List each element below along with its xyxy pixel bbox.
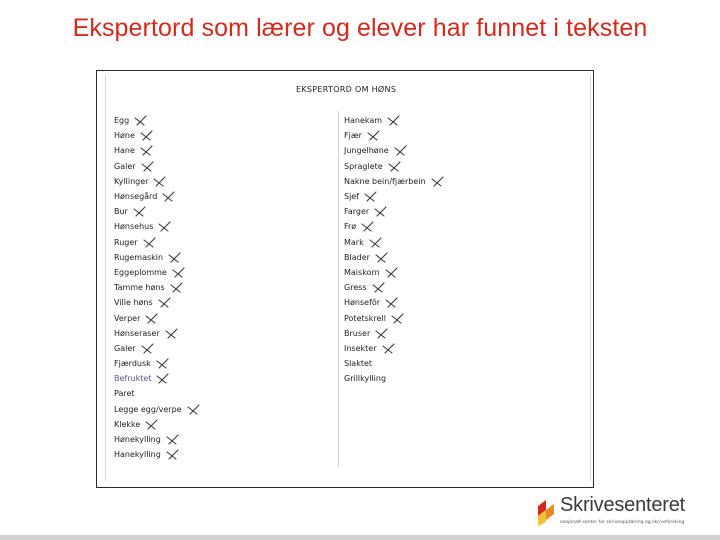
word-list-item bbox=[114, 371, 344, 386]
word-label: Ville høns bbox=[114, 298, 153, 308]
word-label: Egg bbox=[114, 116, 130, 126]
word-label: Kyllinger bbox=[114, 176, 149, 186]
scanned-word-list bbox=[96, 70, 594, 488]
word-list-item bbox=[114, 417, 344, 432]
word-list-item bbox=[344, 143, 574, 158]
word-label: Hønsegård bbox=[114, 192, 158, 202]
check-cross-icon bbox=[371, 282, 385, 293]
document-heading: EKSPERTORD OM HØNS bbox=[296, 85, 397, 94]
check-cross-icon bbox=[161, 191, 175, 202]
word-list-item bbox=[114, 204, 344, 219]
word-list-item bbox=[344, 371, 574, 386]
word-label: Høne bbox=[114, 131, 135, 141]
word-label: Slaktet bbox=[344, 359, 373, 369]
word-list-item bbox=[114, 265, 344, 280]
word-list-item bbox=[344, 204, 574, 219]
word-label: Hønsehus bbox=[114, 222, 154, 232]
word-list-item bbox=[114, 174, 344, 189]
word-label: Rugemaskin bbox=[114, 252, 164, 262]
word-list-item bbox=[344, 310, 574, 325]
word-label: Ruger bbox=[114, 237, 138, 247]
word-list-item bbox=[114, 310, 344, 325]
logo-mark-icon bbox=[536, 496, 556, 526]
word-list-item bbox=[114, 250, 344, 265]
check-cross-icon bbox=[390, 313, 404, 324]
word-list-item bbox=[114, 113, 344, 128]
word-label: Frø bbox=[344, 222, 357, 232]
check-cross-icon bbox=[133, 115, 147, 126]
word-label: Hanekam bbox=[344, 116, 383, 126]
word-label: Hane bbox=[114, 146, 135, 156]
word-label: Maiskorn bbox=[344, 267, 380, 277]
check-cross-icon bbox=[186, 404, 200, 415]
word-list-item bbox=[114, 447, 344, 462]
word-list-item bbox=[114, 189, 344, 204]
check-cross-icon bbox=[393, 145, 407, 156]
check-cross-icon bbox=[157, 221, 171, 232]
check-cross-icon bbox=[167, 252, 181, 263]
word-list-item bbox=[344, 174, 574, 189]
word-label: Insekter bbox=[344, 343, 377, 353]
word-label: Gress bbox=[344, 283, 367, 293]
skrivesenteret-logo bbox=[536, 494, 716, 530]
word-list-item bbox=[344, 189, 574, 204]
check-cross-icon bbox=[165, 434, 179, 445]
check-cross-icon bbox=[140, 161, 154, 172]
word-list-item bbox=[344, 356, 574, 371]
word-label: Bur bbox=[114, 207, 128, 217]
word-list-item bbox=[114, 128, 344, 143]
word-list-item bbox=[344, 280, 574, 295]
check-cross-icon bbox=[374, 328, 388, 339]
check-cross-icon bbox=[139, 145, 153, 156]
word-label: Nakne bein/fjærbein bbox=[344, 176, 426, 186]
bottom-bar bbox=[0, 535, 720, 540]
check-cross-icon bbox=[164, 328, 178, 339]
word-list-item bbox=[114, 402, 344, 417]
word-label: Grillkylling bbox=[344, 374, 387, 384]
word-list-item bbox=[114, 219, 344, 234]
check-cross-icon bbox=[384, 267, 398, 278]
word-label: Eggeplomme bbox=[114, 267, 167, 277]
word-list-item bbox=[114, 326, 344, 341]
check-cross-icon bbox=[140, 343, 154, 354]
check-cross-icon bbox=[169, 282, 183, 293]
word-list-item bbox=[114, 235, 344, 250]
paper-sheet bbox=[105, 75, 591, 481]
check-cross-icon bbox=[155, 373, 169, 384]
word-label: Hønsefôr bbox=[344, 298, 381, 308]
word-list-item bbox=[344, 295, 574, 310]
word-label: Potetskrell bbox=[344, 313, 386, 323]
word-label: Hanekylling bbox=[114, 450, 161, 460]
word-label: Mark bbox=[344, 237, 364, 247]
word-label: Befruktet bbox=[114, 374, 152, 384]
word-list-item bbox=[344, 235, 574, 250]
left-word-column bbox=[114, 113, 344, 462]
word-label: Legge egg/verpe bbox=[114, 404, 182, 414]
word-label: Hønekylling bbox=[114, 435, 161, 445]
check-cross-icon bbox=[366, 130, 380, 141]
check-cross-icon bbox=[139, 130, 153, 141]
word-list-item bbox=[114, 386, 344, 401]
word-list-item bbox=[344, 326, 574, 341]
check-cross-icon bbox=[387, 161, 401, 172]
word-list-item bbox=[114, 341, 344, 356]
check-cross-icon bbox=[132, 206, 146, 217]
check-cross-icon bbox=[165, 449, 179, 460]
word-list-item bbox=[344, 219, 574, 234]
word-label: Tamme høns bbox=[114, 283, 165, 293]
check-cross-icon bbox=[144, 419, 158, 430]
word-list-item bbox=[344, 341, 574, 356]
word-list-item bbox=[344, 128, 574, 143]
word-label: Paret bbox=[114, 389, 135, 399]
check-cross-icon bbox=[152, 176, 166, 187]
check-cross-icon bbox=[374, 252, 388, 263]
slide-title: Ekspertord som lærer og elever har funnet i teksten bbox=[72, 14, 648, 42]
check-cross-icon bbox=[368, 237, 382, 248]
check-cross-icon bbox=[155, 358, 169, 369]
word-list-item bbox=[344, 159, 574, 174]
word-list-item bbox=[114, 143, 344, 158]
word-label: Sjef bbox=[344, 192, 360, 202]
word-label: Galer bbox=[114, 343, 136, 353]
word-label: Jungelhøne bbox=[344, 146, 389, 156]
check-cross-icon bbox=[157, 297, 171, 308]
check-cross-icon bbox=[384, 297, 398, 308]
word-label: Klekke bbox=[114, 419, 141, 429]
word-list-item bbox=[344, 250, 574, 265]
check-cross-icon bbox=[373, 206, 387, 217]
check-cross-icon bbox=[386, 115, 400, 126]
word-list-item bbox=[114, 159, 344, 174]
check-cross-icon bbox=[142, 237, 156, 248]
right-word-column bbox=[344, 113, 574, 386]
word-label: Spraglete bbox=[344, 161, 383, 171]
word-list-item bbox=[114, 280, 344, 295]
word-label: Bruser bbox=[344, 328, 371, 338]
check-cross-icon bbox=[144, 313, 158, 324]
check-cross-icon bbox=[363, 191, 377, 202]
word-label: Farger bbox=[344, 207, 370, 217]
word-label: Fjær bbox=[344, 131, 362, 141]
word-list-item bbox=[344, 113, 574, 128]
check-cross-icon bbox=[430, 176, 444, 187]
word-label: Hønseraser bbox=[114, 328, 160, 338]
check-cross-icon bbox=[381, 343, 395, 354]
check-cross-icon bbox=[360, 221, 374, 232]
word-label: Blader bbox=[344, 252, 370, 262]
word-label: Verper bbox=[114, 313, 141, 323]
word-label: Galer bbox=[114, 161, 136, 171]
word-list-item bbox=[114, 432, 344, 447]
word-list-item bbox=[114, 356, 344, 371]
word-list-item bbox=[344, 265, 574, 280]
word-list-item bbox=[114, 295, 344, 310]
logo-tagline: nasjonalt senter for skriveopplæring og skriveforsking bbox=[560, 520, 685, 525]
check-cross-icon bbox=[171, 267, 185, 278]
word-label: Fjærdusk bbox=[114, 359, 151, 369]
logo-name: Skrivesenteret bbox=[560, 494, 686, 516]
